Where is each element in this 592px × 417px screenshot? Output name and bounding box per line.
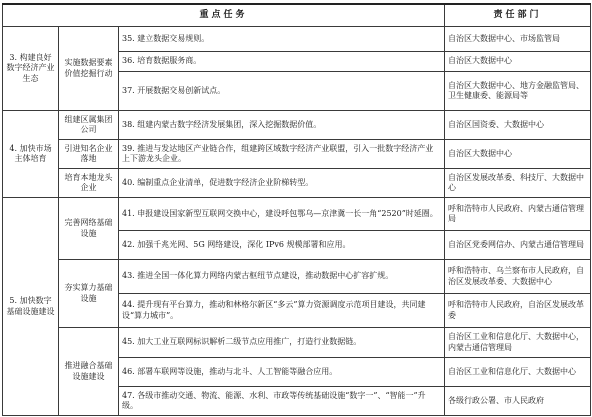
subcategory-cell: 实施数据要素价值挖掘行动	[59, 27, 119, 111]
category-cell: 4. 加快市场主体培育	[3, 111, 59, 198]
dept-cell: 各级行政公署、市人民政府	[445, 387, 591, 416]
task-cell: 39. 推进与发达地区产业链合作，组建跨区域数字经济产业联盟，引入一批数字经济产业上下游龙头企业。	[119, 140, 445, 169]
subcategory-cell: 培育本地龙头企业	[59, 169, 119, 198]
table-row	[3, 27, 591, 52]
task-cell: 45. 加大工业互联网标识解析二级节点应用推广，打造行业数据链。	[119, 328, 445, 358]
dept-cell: 自治区大数据中心、地方金融监管局、卫生健康委、能源局等	[445, 72, 591, 111]
dept-cell: 呼和浩特市人民政府、内蒙古通信管理局	[445, 198, 591, 231]
task-cell: 37. 开展数据交易创新试点。	[119, 72, 445, 111]
dept-cell: 自治区大数据中心	[445, 52, 591, 72]
subcategory-cell: 完善网络基础设施	[59, 198, 119, 260]
subcategory-cell: 推进融合基础设施建设	[59, 328, 119, 416]
header-departments: 责任部门	[445, 4, 591, 27]
dept-cell: 自治区发展改革委、科技厅、大数据中心	[445, 169, 591, 198]
table-row	[3, 111, 591, 140]
header-tasks: 重点任务	[3, 4, 445, 27]
dept-cell: 自治区国资委、大数据中心	[445, 111, 591, 140]
subcategory-cell: 组建区属集团公司	[59, 111, 119, 140]
dept-cell: 自治区大数据中心、市场监管局	[445, 27, 591, 52]
task-cell: 46. 部署车联网等设施，推动与北斗、人工智能等融合应用。	[119, 358, 445, 387]
table-row	[3, 198, 591, 231]
task-cell: 35. 建立数据交易规则。	[119, 27, 445, 52]
responsibility-table-page	[2, 3, 590, 414]
subcategory-cell: 引进知名企业落地	[59, 140, 119, 169]
task-cell: 41. 申报建设国家新型互联网交换中心，建设呼包鄂乌—京津冀一长一角“2520”时延圈。	[119, 198, 445, 231]
dept-cell: 自治区工业和信息化厅、大数据中心	[445, 358, 591, 387]
table-row	[3, 260, 591, 294]
task-cell: 38. 组建内蒙古数字经济发展集团，深入挖掘数据价值。	[119, 111, 445, 140]
table-header-row	[3, 4, 591, 27]
dept-cell: 自治区工业和信息化厅、大数据中心，内蒙古通信管理局	[445, 328, 591, 358]
task-cell: 44. 提升现有平台算力，推动和林格尔新区“多云”算力资源调度示范项目建设，共同建设“算力城市”。	[119, 294, 445, 328]
task-cell: 47. 各级市推动交通、物流、能源、水利、市政等传统基础设施“数字一”、“智能一”升级。	[119, 387, 445, 416]
task-cell: 42. 加强千兆光网、5G 网络建设，深化 IPv6 规模部署和应用。	[119, 231, 445, 260]
task-cell: 40. 编制重点企业清单，促进数字经济企业阶梯转型。	[119, 169, 445, 198]
dept-cell: 呼和浩特市、乌兰察布市人民政府，自治区发展改革委、大数据中心	[445, 260, 591, 294]
task-cell: 36. 培育数据服务商。	[119, 52, 445, 72]
task-table	[2, 3, 591, 416]
dept-cell: 自治区党委网信办、内蒙古通信管理局	[445, 231, 591, 260]
table-row	[3, 169, 591, 198]
table-row	[3, 140, 591, 169]
dept-cell: 呼和浩特市人民政府，自治区发展改革委	[445, 294, 591, 328]
task-cell: 43. 推进全国一体化算力网络内蒙古枢纽节点建设，推动数据中心扩容扩规。	[119, 260, 445, 294]
dept-cell: 自治区大数据中心	[445, 140, 591, 169]
category-cell: 5. 加快数字基础设施建设	[3, 198, 59, 416]
table-row	[3, 328, 591, 358]
category-cell: 3. 构建良好数字经济产业生态	[3, 27, 59, 111]
subcategory-cell: 夯实算力基础设施	[59, 260, 119, 328]
